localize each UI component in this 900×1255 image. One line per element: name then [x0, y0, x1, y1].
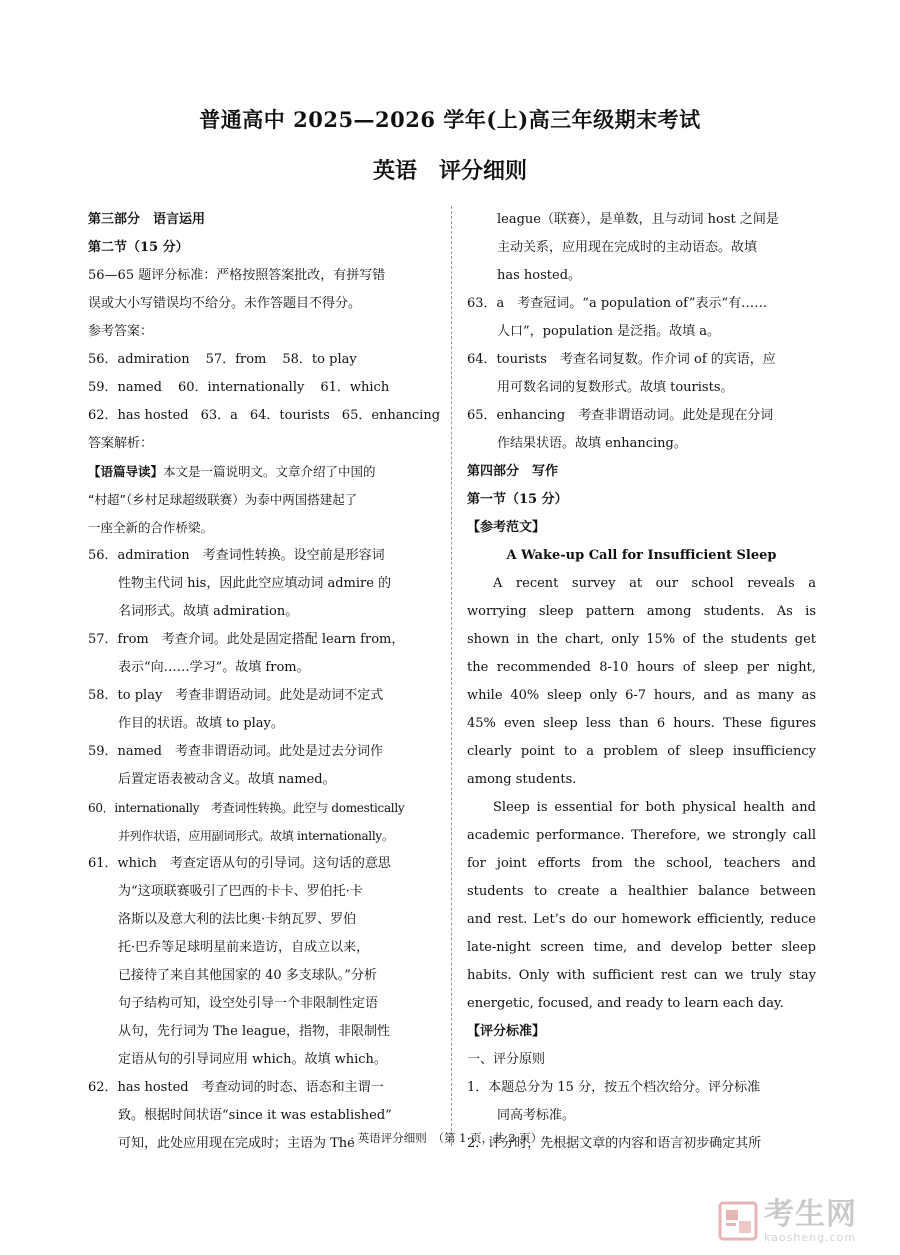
essay-line: while 40% sleep only 6-7 hours, and as many as — [467, 688, 816, 703]
explanation-58: 作目的状语。故填 to play。 — [118, 716, 284, 731]
page-footer: · 英语评分细则 （第 1 页，共 3 页） · — [350, 1131, 550, 1145]
essay-line: academic performance. Therefore, we strongly call — [467, 828, 816, 843]
explanation-60: 并列作状语，应用副词形式。故填 internationally。 — [118, 829, 394, 843]
answer-item: 59．named — [88, 380, 163, 395]
guide-text: 本文是一篇说明文。文章介绍了中国的 — [163, 464, 376, 479]
essay-line: worrying sleep pattern among students. As is — [467, 604, 816, 619]
watermark — [718, 1196, 888, 1246]
watermark-cn: 考生网 — [764, 1196, 857, 1232]
rule-text: 误或大小写错误均不给分。未作答题目不得分。 — [88, 296, 362, 311]
explanation-61: 句子结构可知，设空处引导一个非限制性定语 — [118, 996, 379, 1011]
answer-item: 64．tourists — [249, 408, 330, 423]
section-heading: 第二节（15 分） — [88, 240, 189, 255]
passage-guide — [88, 458, 435, 486]
column-divider — [451, 206, 452, 1146]
essay-line: A recent survey at our school reveals a — [493, 576, 816, 591]
explanation-61: 为“这项联赛吸引了巴西的卡卡、罗伯托·卡 — [118, 884, 363, 899]
answer-row — [88, 346, 435, 374]
explanation-61: 61．which 考查定语从句的引导词。这句话的意思 — [88, 856, 391, 871]
criteria-label: 【评分标准】 — [467, 1024, 546, 1039]
explanation-61: 从句，先行词为 The league，指物，非限制性 — [118, 1024, 390, 1039]
explanation-62: 主动关系，应用现在完成时的主动语态。故填 — [497, 240, 758, 255]
explanation-61: 已接待了来自其他国家的 40 多支球队。”分析 — [118, 968, 377, 983]
explanation-62: 致。根据时间状语“since it was established” — [118, 1108, 392, 1123]
answer-item: 56．admiration — [88, 352, 190, 367]
left-column — [88, 206, 441, 1158]
essay-line: energetic, focused, and ready to learn each day. — [467, 996, 784, 1011]
explanation-60: 60．internationally 考查词性转换。此空与 domestically — [88, 801, 405, 815]
answer-item: 58．to play — [282, 352, 357, 367]
page-subtitle: 英语 评分细则 — [372, 158, 527, 184]
analysis-label: 答案解析： — [88, 436, 154, 451]
essay-line: habits. Only with sufficient rest can we truly stay — [467, 968, 816, 983]
explanation-64: 用可数名词的复数形式。故填 tourists。 — [497, 380, 734, 395]
right-column — [467, 206, 816, 1158]
guide-label: 【语篇导读】 — [88, 464, 164, 479]
answer-item: 61．which — [320, 380, 390, 395]
explanation-62: 可知，此处应用现在完成时；主语为 The — [118, 1136, 355, 1151]
essay-line: shown in the chart, only 15% of the students get — [467, 632, 816, 647]
essay-line: students to create a healthier balance between — [467, 884, 816, 899]
explanation-65: 作结果状语。故填 enhancing。 — [497, 436, 687, 451]
sample-label: 【参考范文】 — [467, 520, 546, 535]
essay-line: 45% even sleep less than 6 hours. These figures — [467, 716, 816, 731]
explanation-58: 58．to play 考查非谓语动词。此处是动词不定式 — [88, 688, 384, 703]
explanation-56: 性物主代词 his，因此此空应填动词 admire 的 — [118, 576, 392, 591]
explanation-63: 人口”，population 是泛指。故填 a。 — [497, 324, 720, 339]
part-heading: 第三部分 语言运用 — [88, 212, 206, 227]
explanation-57: 表示“向……学习”。故填 from。 — [118, 660, 310, 675]
explanation-59: 59．named 考查非谓语动词。此处是过去分词作 — [88, 744, 384, 759]
answer-item: 63．a — [200, 408, 238, 423]
guide-text: 一座全新的合作桥梁。 — [88, 520, 214, 535]
explanation-65: 65．enhancing 考查非谓语动词。此处是现在分词 — [467, 408, 774, 423]
rule-item: 2．评分时，先根据文章的内容和语言初步确定其所 — [467, 1136, 762, 1151]
rule-item: 同高考标准。 — [497, 1108, 576, 1123]
explanation-63: 63．a 考查冠词。“a population of”表示“有…… — [467, 296, 768, 311]
essay-line: for joint efforts from the school, teachers and — [467, 856, 816, 871]
essay-line: late-night screen time, and develop better sleep — [467, 940, 816, 955]
explanation-62: has hosted。 — [497, 268, 582, 283]
explanation-61: 定语从句的引导词应用 which。故填 which。 — [118, 1052, 387, 1067]
watermark-en: kaosheng.com — [764, 1230, 857, 1244]
explanation-56: 名词形式。故填 admiration。 — [118, 604, 299, 619]
section-heading: 第一节（15 分） — [467, 492, 568, 507]
essay-title: A Wake-up Call for Insufficient Sleep — [506, 548, 777, 563]
watermark-text — [764, 1196, 857, 1244]
essay-line: the recommended 8-10 hours of sleep per night, — [467, 660, 816, 675]
explanation-59: 后置定语表被动含义。故填 named。 — [118, 772, 336, 787]
explanation-56: 56．admiration 考查词性转换。设空前是形容词 — [88, 548, 385, 563]
essay-line: clearly point to a problem of sleep insufficiency — [467, 744, 816, 759]
essay-line: and rest. Let’s do our homework efficiently, reduce — [467, 912, 816, 927]
answer-item: 65．enhancing — [341, 408, 441, 423]
answer-row — [88, 374, 435, 402]
explanation-57: 57．from 考查介词。此处是固定搭配 learn from， — [88, 632, 405, 647]
explanation-64: 64．tourists 考查名词复数。作介词 of 的宾语，应 — [467, 352, 776, 367]
answer-item: 60．internationally — [178, 380, 305, 395]
explanation-61: 托·巴乔等足球明星前来造访，自成立以来， — [118, 940, 370, 955]
reference-label: 参考答案： — [88, 324, 154, 339]
answer-item: 62．has hosted — [88, 408, 189, 423]
rule-item: 1．本题总分为 15 分，按五个档次给分。评分标准 — [467, 1080, 761, 1095]
kaosheng-logo-icon — [718, 1201, 758, 1241]
answer-item: 57．from — [205, 352, 267, 367]
principle-heading: 一、评分原则 — [467, 1052, 546, 1067]
essay-line: among students. — [467, 772, 577, 787]
explanation-62: 62．has hosted 考查动词的时态、语态和主谓一 — [88, 1080, 384, 1095]
page-title: 普通高中 2025—2026 学年(上)高三年级期末考试 — [199, 107, 701, 132]
guide-text: “村超”（乡村足球超级联赛）为泰中两国搭建起了 — [88, 492, 358, 507]
answer-row — [88, 402, 441, 430]
part-heading: 第四部分 写作 — [467, 464, 559, 479]
essay-line: Sleep is essential for both physical health and — [493, 800, 816, 815]
rule-text: 56—65 题评分标准：严格按照答案批改，有拼写错 — [88, 268, 386, 283]
explanation-62: league（联赛），是单数，且与动词 host 之间是 — [497, 212, 779, 227]
explanation-61: 洛斯以及意大利的法比奥·卡纳瓦罗、罗伯 — [118, 912, 357, 927]
